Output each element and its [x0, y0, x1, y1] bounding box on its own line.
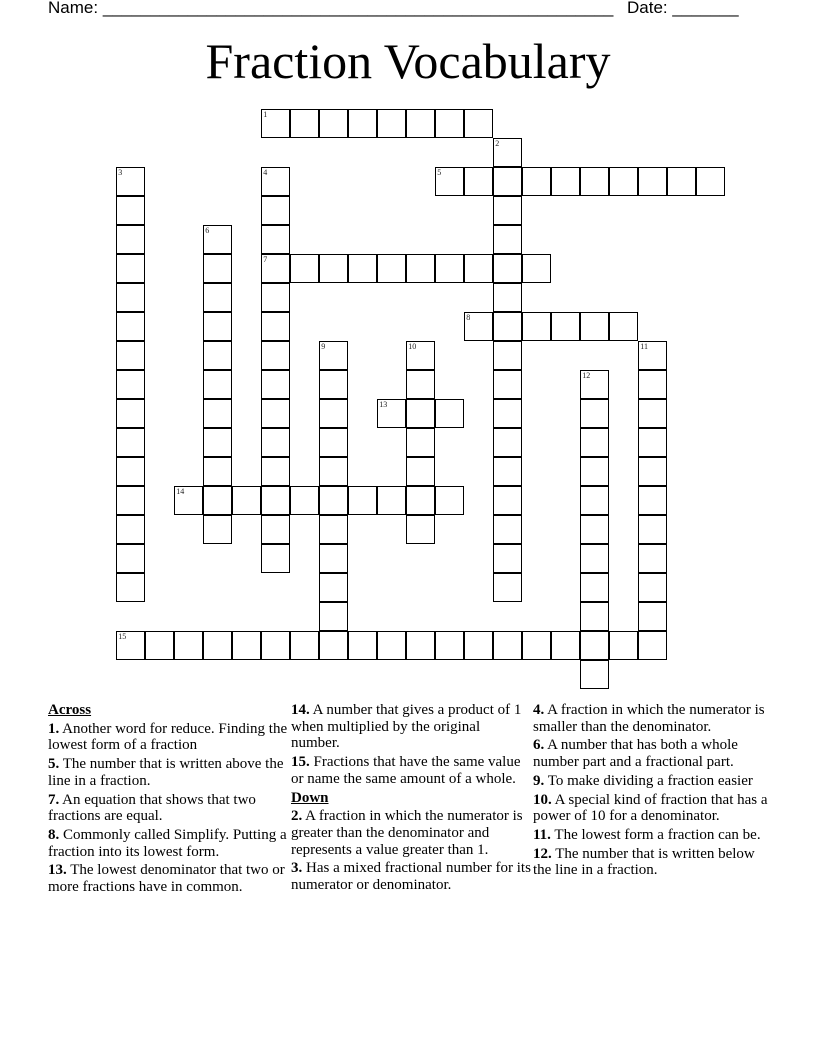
grid-cell[interactable] — [319, 486, 348, 515]
date-field[interactable] — [627, 0, 739, 18]
grid-cell[interactable] — [580, 515, 609, 544]
grid-cell[interactable] — [638, 428, 667, 457]
grid-cell[interactable] — [116, 370, 145, 399]
grid-cell[interactable] — [493, 428, 522, 457]
grid-cell[interactable] — [290, 486, 319, 515]
grid-cell[interactable] — [580, 399, 609, 428]
grid-cell[interactable] — [551, 167, 580, 196]
grid-cell[interactable] — [638, 631, 667, 660]
grid-cell[interactable] — [493, 167, 522, 196]
grid-cell[interactable] — [348, 486, 377, 515]
clue-number: 1 — [263, 110, 268, 120]
crossword-grid — [117, 110, 727, 700]
grid-cell[interactable] — [319, 602, 348, 631]
grid-cell[interactable] — [493, 312, 522, 341]
grid-cell[interactable] — [348, 254, 377, 283]
clue-across-5: 5. The number that is written above the line in a fraction. — [48, 756, 284, 789]
clue-number: 3 — [118, 168, 123, 178]
clue-down-6: 6. A number that has both a whole number part and a fractional part. — [533, 737, 738, 771]
grid-cell[interactable] — [406, 399, 435, 428]
grid-cell[interactable] — [493, 254, 522, 283]
clue-across-15: 15. Fractions that have the same value or name the same amount of a whole. — [291, 754, 521, 787]
grid-cell[interactable] — [493, 341, 522, 370]
grid-cell[interactable] — [377, 399, 406, 428]
grid-cell[interactable] — [493, 225, 522, 254]
grid-cell[interactable] — [493, 457, 522, 486]
grid-cell[interactable] — [464, 109, 493, 138]
grid-cell[interactable] — [319, 544, 348, 573]
grid-cell[interactable] — [464, 312, 493, 341]
grid-cell[interactable] — [435, 486, 464, 515]
grid-cell[interactable] — [551, 631, 580, 660]
grid-cell[interactable] — [580, 457, 609, 486]
clue-number: 7 — [263, 255, 268, 265]
clue-number: 8 — [466, 313, 471, 323]
grid-cell[interactable] — [116, 312, 145, 341]
grid-cell[interactable] — [261, 457, 290, 486]
clue-across-8: 8. Commonly called Simplify. Putting a fraction into its lowest form. — [48, 826, 287, 860]
grid-cell[interactable] — [406, 457, 435, 486]
grid-cell[interactable] — [435, 631, 464, 660]
grid-cell[interactable] — [261, 515, 290, 544]
clue-down-3: 3. Has a mixed fractional number for its numerator or denominator. — [291, 860, 531, 894]
grid-cell[interactable] — [522, 254, 551, 283]
grid-cell[interactable] — [667, 167, 696, 196]
grid-cell[interactable] — [116, 283, 145, 312]
grid-cell[interactable] — [261, 370, 290, 399]
grid-cell[interactable] — [493, 573, 522, 602]
grid-cell[interactable] — [580, 312, 609, 341]
grid-cell[interactable] — [116, 225, 145, 254]
grid-cell[interactable] — [493, 283, 522, 312]
grid-cell[interactable] — [638, 399, 667, 428]
grid-cell[interactable] — [493, 399, 522, 428]
clues-column-3 — [533, 702, 773, 881]
grid-cell[interactable] — [638, 370, 667, 399]
grid-cell[interactable] — [232, 486, 261, 515]
grid-cell[interactable] — [580, 573, 609, 602]
grid-cell[interactable] — [319, 109, 348, 138]
clue-down-4: 4. A fraction in which the numerator is smaller than the denominator. — [533, 702, 765, 735]
grid-cell[interactable] — [203, 515, 232, 544]
clue-down-9: 9. To make dividing a fraction easier — [533, 772, 753, 789]
grid-cell[interactable] — [464, 167, 493, 196]
clue-across-1: 1. Another word for reduce. Finding the lowest form of a fraction — [48, 720, 288, 754]
grid-cell[interactable] — [174, 631, 203, 660]
grid-cell[interactable] — [435, 109, 464, 138]
grid-cell[interactable] — [406, 254, 435, 283]
grid-cell[interactable] — [609, 167, 638, 196]
grid-cell[interactable] — [232, 631, 261, 660]
grid-cell[interactable] — [319, 515, 348, 544]
grid-cell[interactable] — [638, 486, 667, 515]
clue-down-10: 10. A special kind of fraction that has a power of 10 for a denominator. — [533, 791, 768, 825]
grid-cell[interactable] — [203, 341, 232, 370]
grid-cell[interactable] — [406, 631, 435, 660]
grid-cell[interactable] — [406, 341, 435, 370]
name-blank[interactable]: ______________________________________________________ — [102, 0, 614, 17]
grid-cell[interactable] — [203, 283, 232, 312]
clue-number: 11 — [640, 342, 648, 352]
grid-cell[interactable] — [522, 167, 551, 196]
grid-cell[interactable] — [522, 312, 551, 341]
across-heading: Across — [48, 702, 92, 718]
grid-cell[interactable] — [116, 167, 145, 196]
grid-cell[interactable] — [116, 341, 145, 370]
clue-number: 4 — [263, 168, 268, 178]
grid-cell[interactable] — [116, 457, 145, 486]
grid-cell[interactable] — [145, 631, 174, 660]
clue-number: 2 — [495, 139, 500, 149]
grid-cell[interactable] — [638, 167, 667, 196]
grid-cell[interactable] — [290, 254, 319, 283]
clue-down-12: 12. The number that is written below the line in a fraction. — [533, 845, 755, 879]
name-label: Name: — [48, 0, 99, 17]
clue-across-7: 7. An equation that shows that two fractions are equal. — [48, 791, 256, 825]
grid-cell[interactable] — [493, 196, 522, 225]
clue-number: 15 — [118, 632, 127, 642]
grid-cell[interactable] — [638, 341, 667, 370]
grid-cell[interactable] — [261, 428, 290, 457]
grid-cell[interactable] — [319, 631, 348, 660]
grid-cell[interactable] — [377, 486, 406, 515]
clue-down-11: 11. The lowest form a fraction can be. — [533, 826, 761, 843]
grid-cell[interactable] — [319, 399, 348, 428]
grid-cell[interactable] — [203, 457, 232, 486]
grid-cell[interactable] — [406, 370, 435, 399]
grid-cell[interactable] — [377, 631, 406, 660]
name-field[interactable] — [48, 0, 613, 18]
grid-cell[interactable] — [261, 341, 290, 370]
clue-across-13: 13. The lowest denominator that two or more fractions have in common. — [48, 862, 285, 896]
down-heading: Down — [291, 789, 329, 806]
grid-cell[interactable] — [580, 428, 609, 457]
grid-cell[interactable] — [406, 486, 435, 515]
grid-cell[interactable] — [116, 544, 145, 573]
grid-cell[interactable] — [203, 428, 232, 457]
date-blank[interactable]: _______ — [672, 0, 739, 17]
grid-cell[interactable] — [261, 399, 290, 428]
grid-cell[interactable] — [580, 544, 609, 573]
grid-cell[interactable] — [261, 167, 290, 196]
grid-cell[interactable] — [319, 428, 348, 457]
grid-cell[interactable] — [290, 631, 319, 660]
grid-cell[interactable] — [580, 167, 609, 196]
clues-column-1 — [48, 702, 288, 898]
grid-cell[interactable] — [638, 515, 667, 544]
grid-cell[interactable] — [464, 254, 493, 283]
grid-cell[interactable] — [203, 225, 232, 254]
grid-cell[interactable] — [638, 602, 667, 631]
grid-cell[interactable] — [493, 486, 522, 515]
clue-number: 14 — [176, 487, 185, 497]
grid-cell[interactable] — [580, 370, 609, 399]
grid-cell[interactable] — [174, 486, 203, 515]
grid-cell[interactable] — [696, 167, 725, 196]
grid-cell[interactable] — [551, 312, 580, 341]
clue-across-14: 14. A number that gives a product of 1 when multiplied by the original number. — [291, 702, 522, 752]
grid-cell[interactable] — [406, 109, 435, 138]
grid-cell[interactable] — [348, 109, 377, 138]
grid-cell[interactable] — [580, 486, 609, 515]
clues-column-2 — [291, 702, 531, 896]
grid-cell[interactable] — [116, 399, 145, 428]
grid-cell[interactable] — [609, 312, 638, 341]
grid-cell[interactable] — [116, 573, 145, 602]
grid-cell[interactable] — [261, 109, 290, 138]
page-title: Fraction Vocabulary — [205, 33, 611, 89]
grid-cell[interactable] — [319, 573, 348, 602]
grid-cell[interactable] — [580, 631, 609, 660]
grid-cell[interactable] — [290, 109, 319, 138]
grid-cell[interactable] — [406, 428, 435, 457]
grid-cell[interactable] — [464, 631, 493, 660]
clue-down-2: 2. A fraction in which the numerator is greater than the denominator and represents a value greater than 1. — [291, 808, 523, 858]
grid-cell[interactable] — [116, 254, 145, 283]
grid-cell[interactable] — [319, 341, 348, 370]
grid-cell[interactable] — [435, 399, 464, 428]
grid-cell[interactable] — [203, 312, 232, 341]
grid-cell[interactable] — [116, 428, 145, 457]
grid-cell[interactable] — [319, 457, 348, 486]
grid-cell[interactable] — [435, 167, 464, 196]
grid-cell[interactable] — [261, 486, 290, 515]
grid-cell[interactable] — [580, 602, 609, 631]
clue-number: 6 — [205, 226, 210, 236]
grid-cell[interactable] — [377, 109, 406, 138]
grid-cell[interactable] — [493, 138, 522, 167]
grid-cell[interactable] — [638, 457, 667, 486]
grid-cell[interactable] — [493, 370, 522, 399]
grid-cell[interactable] — [377, 254, 406, 283]
grid-cell[interactable] — [638, 544, 667, 573]
grid-cell[interactable] — [261, 196, 290, 225]
grid-cell[interactable] — [116, 631, 145, 660]
grid-cell[interactable] — [261, 544, 290, 573]
grid-cell[interactable] — [261, 283, 290, 312]
grid-cell[interactable] — [493, 544, 522, 573]
grid-cell[interactable] — [203, 631, 232, 660]
grid-cell[interactable] — [203, 370, 232, 399]
grid-cell[interactable] — [116, 515, 145, 544]
grid-cell[interactable] — [261, 631, 290, 660]
grid-cell[interactable] — [319, 254, 348, 283]
clue-number: 13 — [379, 400, 388, 410]
date-label: Date: — [627, 0, 668, 17]
grid-cell[interactable] — [435, 254, 464, 283]
grid-cell[interactable] — [522, 631, 551, 660]
grid-cell[interactable] — [348, 631, 377, 660]
grid-cell[interactable] — [116, 196, 145, 225]
grid-cell[interactable] — [609, 631, 638, 660]
grid-cell[interactable] — [319, 370, 348, 399]
grid-cell[interactable] — [406, 515, 435, 544]
grid-cell[interactable] — [493, 515, 522, 544]
grid-cell[interactable] — [203, 399, 232, 428]
grid-cell[interactable] — [493, 631, 522, 660]
grid-cell[interactable] — [261, 254, 290, 283]
clue-number: 10 — [408, 342, 417, 352]
grid-cell[interactable] — [638, 573, 667, 602]
grid-cell[interactable] — [261, 225, 290, 254]
grid-cell[interactable] — [580, 660, 609, 689]
clue-number: 5 — [437, 168, 442, 178]
grid-cell[interactable] — [203, 486, 232, 515]
grid-cell[interactable] — [261, 312, 290, 341]
grid-cell[interactable] — [203, 254, 232, 283]
grid-cell[interactable] — [116, 486, 145, 515]
clue-number: 12 — [582, 371, 591, 381]
clue-number: 9 — [321, 342, 326, 352]
